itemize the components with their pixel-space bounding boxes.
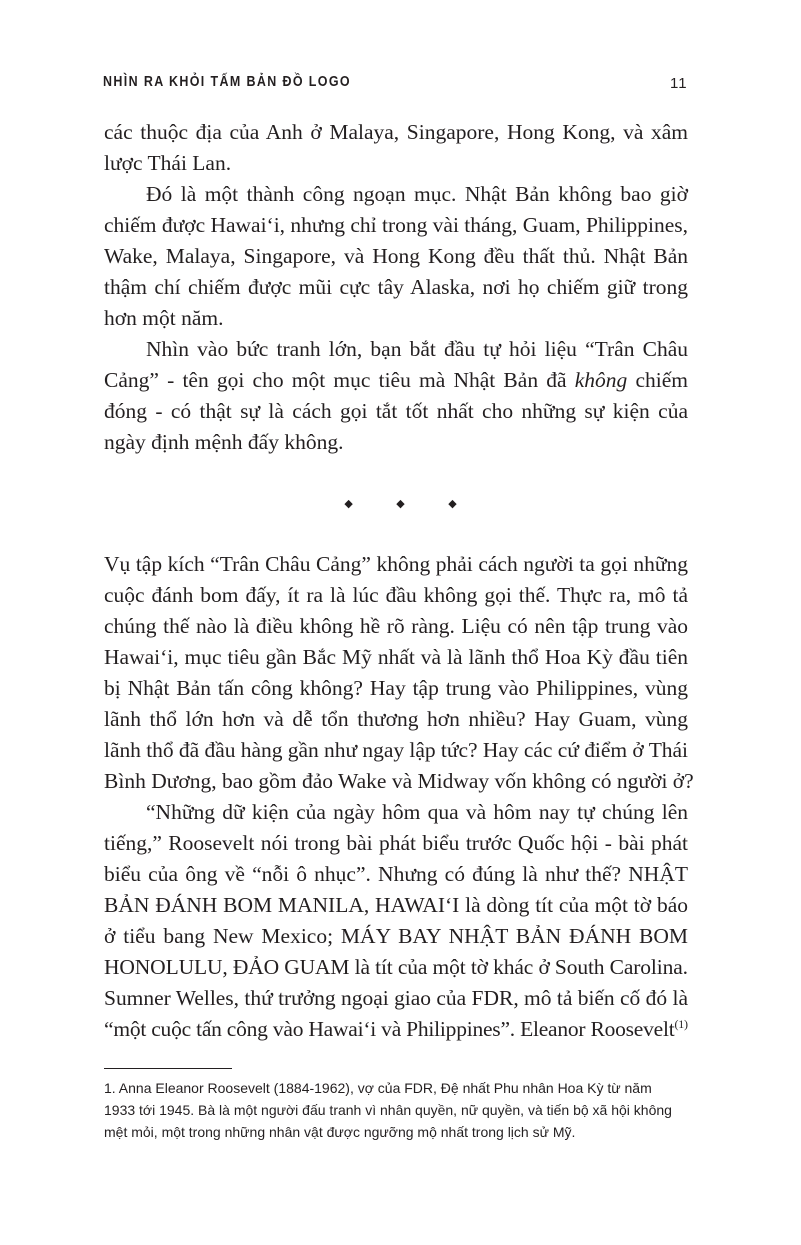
text-line: Sumner Welles, thứ trưởng ngoại giao của FDR, mô tả biến cố đó là (104, 986, 688, 1010)
text-line: ở tiểu bang New Mexico; MÁY BAY NHẬT BẢN ĐÁNH BOM (104, 924, 688, 948)
footnote-line: mệt mỏi, một trong những nhân vật được ngưỡng mộ nhất trong lịch sử Mỹ. (104, 1124, 576, 1140)
text-line: đóng - có thật sự là cách gọi tắt tốt nhất cho những sự kiện của (104, 399, 688, 423)
text-line: Hawai‘i, mục tiêu gần Bắc Mỹ nhất và là lãnh thổ Hoa Kỳ đầu tiên (104, 645, 688, 669)
text-line: bị Nhật Bản tấn công không? Hay tập trung vào Philippines, vùng (104, 676, 688, 700)
footnote (104, 1077, 694, 1143)
running-title: NHÌN RA KHỎI TẤM BẢN ĐỒ LOGO (103, 74, 351, 90)
section-separator: ◆ ◆ ◆ (344, 497, 477, 510)
paragraph-3 (104, 334, 688, 458)
text-line: lược Thái Lan. (104, 151, 232, 175)
text-line: Đó là một thành công ngoạn mục. Nhật Bản không bao giờ (146, 182, 688, 206)
text-line: BẢN ĐÁNH BOM MANILA, HAWAI‘I là dòng tít của một tờ báo (104, 893, 688, 917)
text-line: “Những dữ kiện của ngày hôm qua và hôm nay tự chúng lên (146, 800, 688, 824)
paragraph-2 (104, 179, 688, 334)
paragraph-5 (104, 797, 688, 1045)
footnote-divider (104, 1068, 232, 1069)
text-line: HONOLULU, ĐẢO GUAM là tít của một tờ khác ở South Carolina. (104, 955, 688, 979)
text-line: chúng thế nào là điều không hề rõ ràng. Liệu có nên tập trung vào (104, 614, 688, 638)
text-line: chiếm được Hawai‘i, nhưng chỉ trong vài tháng, Guam, Philippines, (104, 213, 688, 237)
text-line: “một cuộc tấn công vào Hawai‘i và Philippines”. Eleanor Roosevelt$^{(1)}$ (104, 1017, 688, 1041)
text-line: cuộc đánh bom đấy, ít ra là lúc đầu không gọi thế. Thực ra, mô tả (104, 583, 688, 607)
text-line: Vụ tập kích “Trân Châu Cảng” không phải cách người ta gọi những (104, 552, 688, 576)
text-line: thậm chí chiếm được mũi cực tây Alaska, nơi họ chiếm giữ trong (104, 275, 688, 299)
text-line: hơn một năm. (104, 306, 224, 330)
text-line: các thuộc địa của Anh ở Malaya, Singapore, Hong Kong, và xâm (104, 120, 688, 144)
footnote-reference[interactable]: (1) (674, 1017, 688, 1031)
page-number: 11 (670, 75, 688, 92)
body-text-bottom (104, 549, 694, 1045)
paragraph-1 (104, 117, 688, 179)
footnote-line: 1933 tới 1945. Bà là một người đấu tranh vì nhân quyền, nữ quyền, và tiến bộ xã hội không (104, 1102, 672, 1118)
emphasis-word: không (574, 368, 628, 392)
text-line: lãnh thổ đã đầu hàng gần như ngay lập tức? Hay các cứ điểm ở Thái (104, 738, 688, 762)
text-line: Wake, Malaya, Singapore, và Hong Kong đều thất thủ. Nhật Bản (104, 244, 688, 268)
text-line: lãnh thổ lớn hơn và dễ tổn thương hơn nhiều? Hay Guam, vùng (104, 707, 688, 731)
text-line: biểu của ông về “nỗi ô nhục”. Nhưng có đúng là như thế? NHẬT (104, 862, 688, 886)
body-text-top (104, 117, 688, 458)
text-line: Cảng” - tên gọi cho một mục tiêu mà Nhật Bản đã không chiếm (104, 368, 688, 392)
text-line: Bình Dương, bao gồm đảo Wake và Midway vốn không có người ở? (104, 769, 694, 793)
paragraph-4 (104, 549, 694, 797)
text-line: ngày định mệnh đấy không. (104, 430, 344, 454)
text-line: Nhìn vào bức tranh lớn, bạn bắt đầu tự hỏi liệu “Trân Châu (146, 337, 688, 361)
footnote-line: 1. Anna Eleanor Roosevelt (1884-1962), vợ của FDR, Đệ nhất Phu nhân Hoa Kỳ từ năm (104, 1080, 652, 1096)
text-line: tiếng,” Roosevelt nói trong bài phát biểu trước Quốc hội - bài phát (104, 831, 688, 855)
